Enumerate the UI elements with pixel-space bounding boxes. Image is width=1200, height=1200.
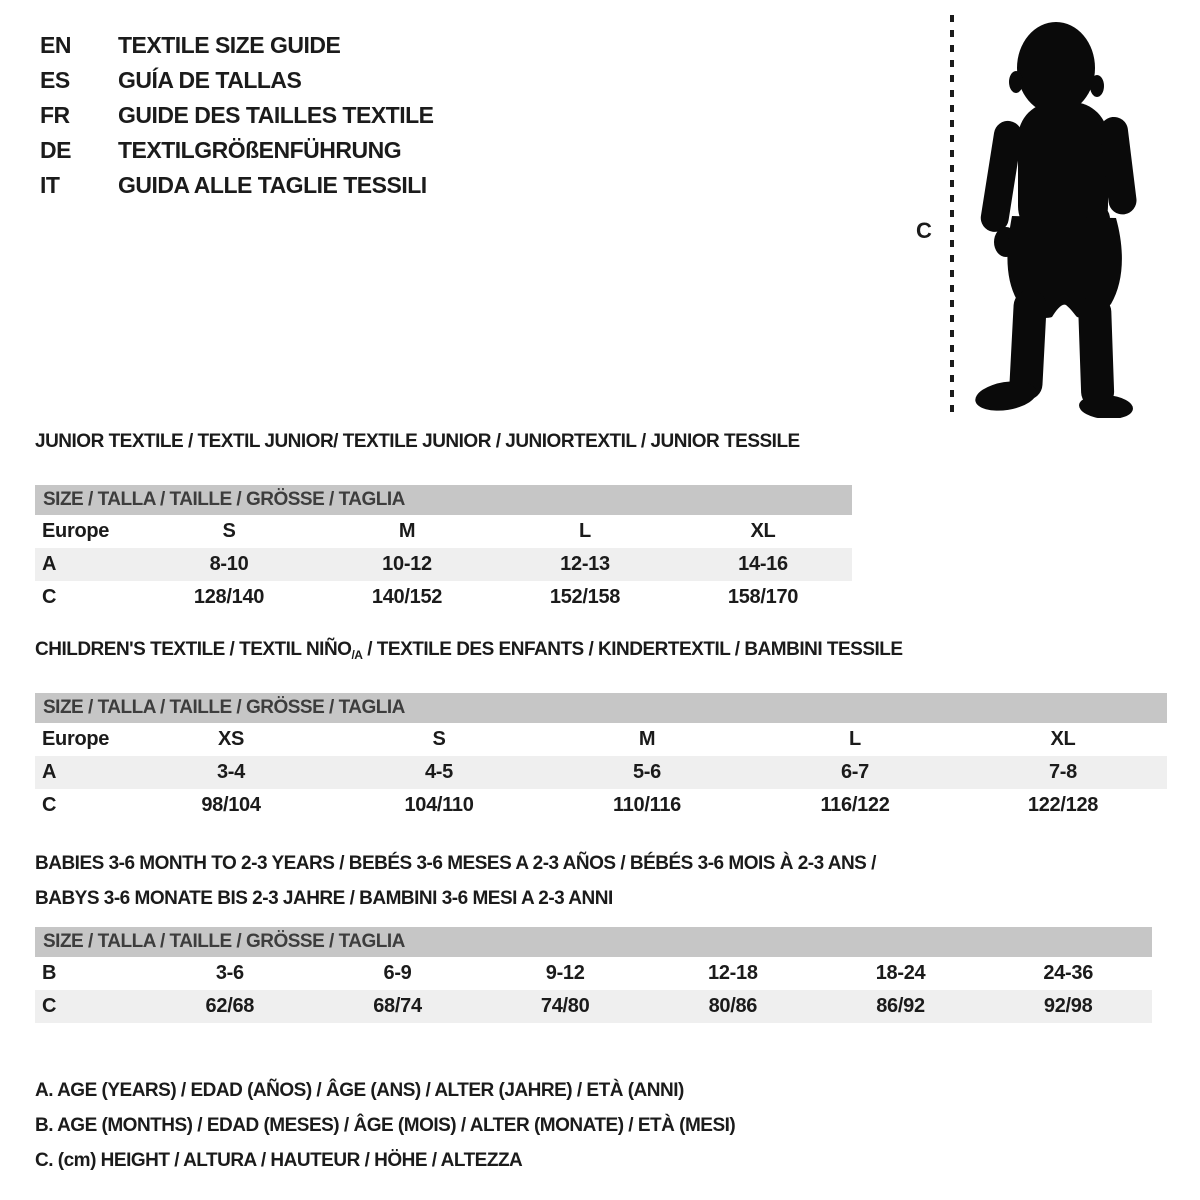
size-cell: 12-18 xyxy=(708,962,758,984)
language-title: TEXTILGRÖßENFÜHRUNG xyxy=(118,137,402,163)
size-cell: 12-13 xyxy=(560,553,610,575)
table-row xyxy=(35,548,852,581)
language-title: GUÍA DE TALLAS xyxy=(118,67,302,93)
size-cell: 110/116 xyxy=(613,794,681,816)
title-text: CHILDREN'S TEXTILE / TEXTIL NIÑO xyxy=(35,639,352,660)
size-cell: 8-10 xyxy=(209,553,249,575)
size-cell: S xyxy=(432,728,446,750)
size-cell: XL xyxy=(1050,728,1076,750)
title-text: /A xyxy=(351,648,363,662)
language-title: TEXTILE SIZE GUIDE xyxy=(118,32,341,58)
language-code: EN xyxy=(40,32,71,58)
babies-title xyxy=(35,846,1165,916)
table-header: SIZE / TALLA / TAILLE / GRÖSSE / TAGLIA xyxy=(35,927,1152,957)
height-figure xyxy=(908,12,1170,428)
language-row xyxy=(40,98,434,133)
junior-title xyxy=(35,430,1165,454)
height-measure-dashed-line xyxy=(950,15,954,417)
size-cell: 80/86 xyxy=(708,995,758,1017)
legend-line: C. (cm) HEIGHT / ALTURA / HAUTEUR / HÖHE / ALTEZZA xyxy=(35,1150,523,1171)
row-label: A xyxy=(42,553,57,575)
size-tables xyxy=(35,430,1165,1023)
row-label: Europe xyxy=(42,520,110,542)
size-cell: 140/152 xyxy=(371,586,443,608)
title-text: JUNIOR TEXTILE / TEXTIL JUNIOR/ TEXTILE JUNIOR / JUNIORTEXTIL / JUNIOR TESSILE xyxy=(35,431,800,452)
height-measure-label: C xyxy=(916,218,932,243)
section-title-line xyxy=(35,430,1165,454)
language-row xyxy=(40,63,434,98)
size-cell: 5-6 xyxy=(632,761,661,783)
language-title: GUIDE DES TAILLES TEXTILE xyxy=(118,102,434,128)
size-cell: 62/68 xyxy=(205,995,255,1017)
row-label: A xyxy=(42,761,57,783)
language-code: ES xyxy=(40,67,70,93)
legend-line: B. AGE (MONTHS) / EDAD (MESES) / ÂGE (MOIS) / ALTER (MONATE) / ETÀ (MESI) xyxy=(35,1115,736,1136)
size-cell: 4-5 xyxy=(424,761,453,783)
row-label: C xyxy=(42,586,57,608)
size-cell: 128/140 xyxy=(193,586,265,608)
size-cell: 9-12 xyxy=(545,962,585,984)
junior-section xyxy=(35,430,1165,614)
title-text: BABYS 3-6 MONATE BIS 2-3 JAHRE / BAMBINI 3-6 MESI A 2-3 ANNI xyxy=(35,888,613,909)
size-cell: XS xyxy=(217,728,245,750)
table-row xyxy=(35,515,852,548)
table-header: SIZE / TALLA / TAILLE / GRÖSSE / TAGLIA xyxy=(35,693,1167,723)
size-cell: 92/98 xyxy=(1043,995,1093,1017)
children-title xyxy=(35,638,1165,663)
size-cell: M xyxy=(398,520,416,542)
size-cell: M xyxy=(638,728,656,750)
size-cell: S xyxy=(222,520,236,542)
size-cell: 10-12 xyxy=(382,553,432,575)
size-cell: 98/104 xyxy=(201,794,261,816)
language-title: GUIDA ALLE TAGLIE TESSILI xyxy=(118,172,427,198)
legend xyxy=(35,1073,1165,1178)
language-row xyxy=(40,28,434,63)
language-title-list xyxy=(40,28,434,203)
table-row xyxy=(35,756,1167,789)
language-row xyxy=(40,168,434,203)
size-cell: 158/170 xyxy=(727,586,799,608)
size-cell: 116/122 xyxy=(820,794,890,816)
size-cell: 152/158 xyxy=(549,586,621,608)
title-text: / TEXTILE DES ENFANTS / KINDERTEXTIL / BAMBINI TESSILE xyxy=(362,639,903,660)
size-cell: 86/92 xyxy=(876,995,925,1017)
children-section xyxy=(35,638,1165,822)
row-label: Europe xyxy=(42,728,110,750)
size-cell: 68/74 xyxy=(373,995,422,1017)
row-label: C xyxy=(42,794,57,816)
title-text: BABIES 3-6 MONTH TO 2-3 YEARS / BEBÉS 3-6 MESES A 2-3 AÑOS / BÉBÉS 3-6 MOIS À 2-3 ANS / xyxy=(35,853,876,874)
size-cell: 122/128 xyxy=(1027,794,1099,816)
language-code: IT xyxy=(40,172,60,198)
size-cell: L xyxy=(579,520,591,542)
size-cell: 24-36 xyxy=(1043,962,1094,984)
section-title-line xyxy=(35,846,1165,881)
row-label: C xyxy=(42,995,57,1017)
table-row xyxy=(35,990,1152,1023)
legend-line: A. AGE (YEARS) / EDAD (AÑOS) / ÂGE (ANS) / ALTER (JAHRE) / ETÀ (ANNI) xyxy=(35,1080,684,1101)
page-header xyxy=(35,0,1165,430)
size-cell: 74/80 xyxy=(540,995,590,1017)
language-code: FR xyxy=(40,102,70,128)
children-table xyxy=(35,693,1167,822)
size-cell: 6-7 xyxy=(840,761,869,783)
babies-section xyxy=(35,846,1165,1023)
size-cell: 14-16 xyxy=(738,553,788,575)
babies-table xyxy=(35,927,1152,1023)
table-header: SIZE / TALLA / TAILLE / GRÖSSE / TAGLIA xyxy=(35,485,852,515)
size-cell: XL xyxy=(750,520,776,542)
row-label: B xyxy=(42,962,57,984)
size-cell: 6-9 xyxy=(383,962,412,984)
toddler-silhouette-icon xyxy=(968,18,1138,418)
language-code: DE xyxy=(40,137,71,163)
size-cell: 18-24 xyxy=(875,962,926,984)
size-cell: 104/110 xyxy=(404,794,474,816)
size-cell: 3-4 xyxy=(216,761,245,783)
size-cell: L xyxy=(849,728,861,750)
table-row xyxy=(35,723,1167,756)
size-cell: 7-8 xyxy=(1048,761,1077,783)
size-cell: 3-6 xyxy=(215,962,244,984)
language-row xyxy=(40,133,434,168)
section-title-line xyxy=(35,638,1165,663)
junior-table xyxy=(35,485,852,614)
table-row xyxy=(35,789,1167,822)
table-row xyxy=(35,581,852,614)
table-row xyxy=(35,957,1152,990)
section-title-line xyxy=(35,881,1165,916)
